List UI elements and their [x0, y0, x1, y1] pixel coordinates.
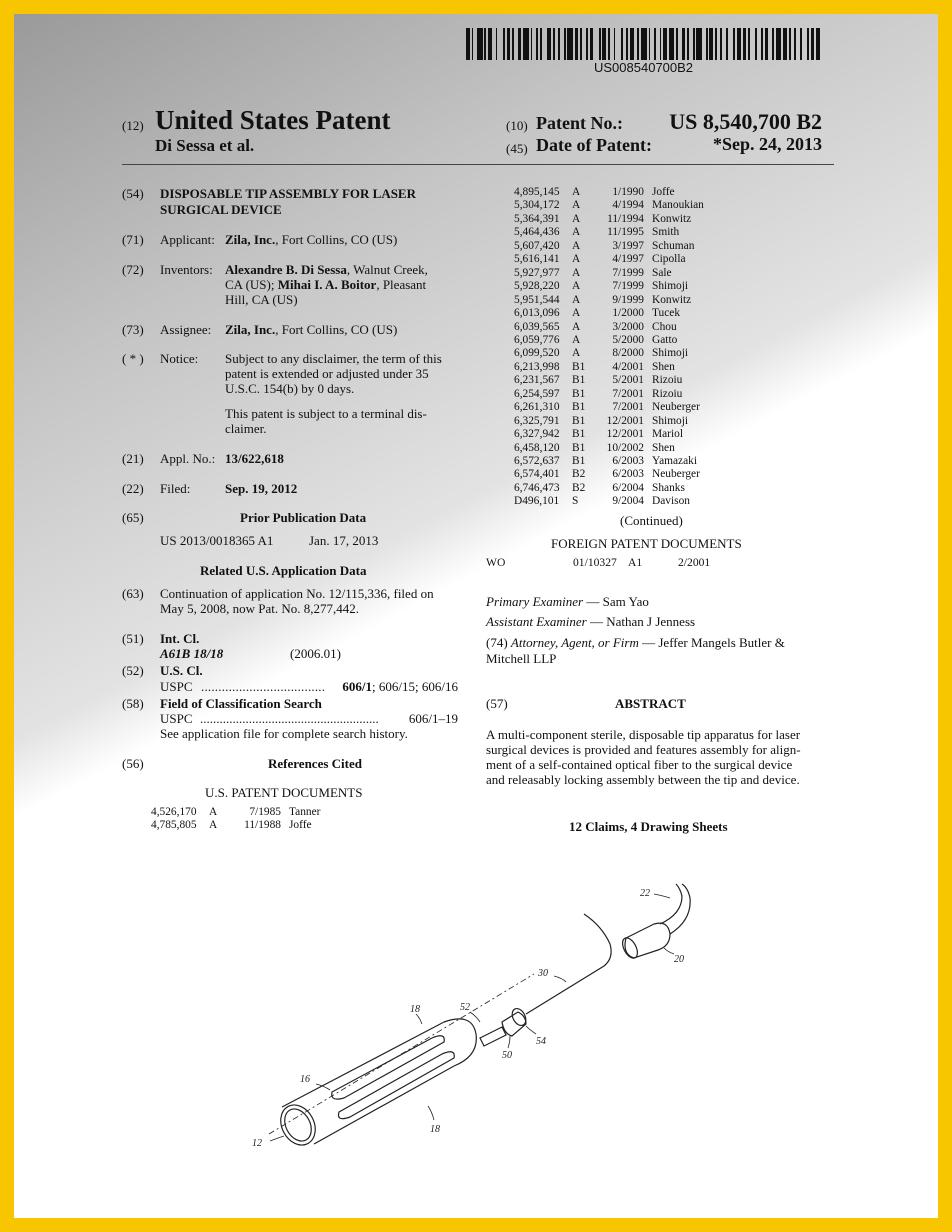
reference-name: Konwitz — [652, 293, 692, 306]
reference-name: Tucek — [652, 307, 681, 320]
reference-kind: A — [572, 253, 581, 266]
reference-kind: B1 — [572, 374, 586, 387]
reference-name: Manoukian — [652, 199, 704, 212]
reference-kind: A — [572, 186, 581, 198]
reference-kind: B1 — [572, 401, 586, 414]
reference-date: 12/2001 — [606, 414, 644, 427]
foreign-docs-heading: FOREIGN PATENT DOCUMENTS — [551, 536, 742, 551]
notice-line1: Subject to any disclaimer, the term of this — [225, 351, 442, 366]
field-note: See application file for complete search history. — [160, 726, 408, 741]
reference-name: Joffe — [289, 819, 312, 832]
primary-examiner: Primary Examiner — Sam Yao — [486, 594, 649, 609]
label-18-top: 18 — [410, 1004, 420, 1015]
reference-name: Neuberger — [652, 468, 700, 481]
reference-date: 9/1999 — [612, 293, 644, 306]
reference-date: 6/2003 — [612, 468, 644, 481]
barcode — [466, 28, 822, 60]
inventors-line1: Alexandre B. Di Sessa, Walnut Creek, — [225, 262, 428, 277]
appl-no: 13/622,618 — [225, 451, 284, 466]
reference-name: Davison — [652, 495, 690, 508]
reference-number: 6,574,401 — [514, 468, 560, 481]
reference-date: 11/1995 — [607, 226, 644, 239]
reference-number: 5,607,420 — [514, 239, 560, 252]
reference-name: Chou — [652, 320, 677, 333]
prior-pub-number: US 2013/0018365 A1 — [160, 533, 274, 548]
reference-kind: B1 — [572, 414, 586, 427]
code-63: (63) — [122, 586, 144, 601]
continuation-line2: May 5, 2008, now Pat. No. 8,277,442. — [160, 601, 359, 616]
code-45: (45) — [506, 141, 528, 156]
patent-no: US 8,540,700 B2 — [669, 109, 822, 134]
code-22: (22) — [122, 481, 144, 496]
reference-date: 3/1997 — [612, 239, 644, 252]
reference-date: 3/2000 — [612, 320, 644, 333]
reference-date: 9/2004 — [612, 495, 644, 508]
reference-date: 5/2000 — [612, 333, 644, 346]
notice-line3: U.S.C. 154(b) by 0 days. — [225, 381, 355, 396]
reference-name: Cipolla — [652, 253, 686, 266]
reference-number: 5,928,220 — [514, 280, 560, 293]
reference-kind: A — [572, 293, 581, 306]
prior-pub-heading: Prior Publication Data — [240, 510, 367, 525]
label-52: 52 — [460, 1002, 470, 1013]
reference-name: Neuberger — [652, 401, 700, 414]
device-drawing — [14, 854, 938, 1174]
int-cl-year: (2006.01) — [290, 646, 341, 661]
appl-label: Appl. No.: — [160, 451, 216, 466]
code-56: (56) — [122, 756, 144, 771]
foreign-number: 01/10327 — [573, 556, 617, 569]
barcode-number: US008540700B2 — [594, 60, 694, 75]
reference-name: Shanks — [652, 481, 685, 494]
reference-kind: B1 — [572, 455, 586, 467]
us-docs-heading: U.S. PATENT DOCUMENTS — [205, 785, 363, 800]
reference-kind: B2 — [572, 481, 586, 494]
reference-date: 12/2001 — [606, 428, 644, 441]
field-label: Field of Classification Search — [160, 696, 322, 711]
reference-date: 10/2002 — [606, 441, 644, 454]
reference-date: 6/2003 — [612, 455, 644, 467]
reference-kind: A — [572, 199, 581, 212]
code-57: (57) — [486, 696, 508, 711]
ferrule — [480, 1027, 506, 1046]
inventors-line2: CA (US); Mihai I. A. Boitor, Pleasant — [225, 277, 427, 292]
optical-fiber — [526, 914, 611, 1014]
connector-nut — [502, 1012, 526, 1036]
reference-kind: B1 — [572, 428, 586, 441]
reference-date: 4/1997 — [612, 253, 644, 266]
reference-number: 5,951,544 — [514, 293, 560, 306]
reference-number: 5,304,172 — [514, 199, 560, 212]
reference-name: Smith — [652, 226, 680, 239]
reference-number: 4,895,145 — [514, 186, 560, 198]
notice-line5: claimer. — [225, 421, 267, 436]
foreign-country: WO — [486, 556, 506, 569]
reference-number: 6,327,942 — [514, 428, 560, 441]
continuation-line1: Continuation of application No. 12/115,336, filed on — [160, 586, 434, 601]
reference-name: Shen — [652, 360, 675, 373]
code-21: (21) — [122, 451, 144, 466]
reference-kind: S — [572, 495, 579, 508]
reference-date: 1/1990 — [612, 186, 644, 198]
assignee-value: Zila, Inc., Fort Collins, CO (US) — [225, 322, 398, 337]
us-cl-value: 606/1; 606/15; 606/16 — [342, 679, 458, 694]
reference-name: Shimoji — [652, 414, 689, 427]
reference-number: 6,325,791 — [514, 414, 560, 427]
reference-name: Gatto — [652, 333, 678, 346]
reference-number: 4,526,170 — [151, 806, 197, 818]
reference-name: Tanner — [289, 806, 321, 818]
reference-kind: B1 — [572, 387, 586, 400]
header-rule — [122, 164, 834, 165]
applicant-value: Zila, Inc., Fort Collins, CO (US) — [225, 232, 398, 247]
reference-number: 6,013,096 — [514, 307, 560, 320]
reference-name: Mariol — [652, 428, 684, 441]
code-65: (65) — [122, 510, 144, 525]
label-54: 54 — [536, 1036, 546, 1047]
reference-date: 7/1985 — [249, 806, 281, 818]
reference-kind: A — [572, 307, 581, 320]
reference-number: 6,059,776 — [514, 333, 560, 346]
reference-kind: A — [572, 280, 581, 293]
tube-slot-lower — [338, 1052, 454, 1119]
code-72: (72) — [122, 262, 144, 277]
reference-number: 6,099,520 — [514, 347, 560, 360]
reference-number: 6,746,473 — [514, 481, 560, 494]
reference-date: 7/2001 — [612, 401, 644, 414]
reference-kind: A — [572, 226, 581, 239]
reference-name: Schuman — [652, 239, 695, 252]
us-cl-dots: .................................... — [201, 679, 326, 694]
reference-number: D496,101 — [514, 495, 560, 508]
code-58: (58) — [122, 696, 144, 711]
patent-date: *Sep. 24, 2013 — [712, 134, 822, 154]
foreign-date: 2/2001 — [678, 556, 711, 569]
foreign-kind: A1 — [628, 556, 643, 569]
label-18-bottom: 18 — [430, 1124, 440, 1135]
refs-heading: References Cited — [268, 756, 362, 771]
reference-date: 6/2004 — [612, 481, 644, 494]
reference-number: 6,213,998 — [514, 360, 560, 373]
code-52: (52) — [122, 663, 144, 678]
applicant-label: Applicant: — [160, 232, 215, 247]
reference-date: 11/1988 — [244, 819, 281, 832]
label-50: 50 — [502, 1050, 512, 1061]
claims-summary: 12 Claims, 4 Drawing Sheets — [569, 819, 728, 834]
invention-title-line2: SURGICAL DEVICE — [160, 202, 282, 217]
reference-kind: B2 — [572, 468, 586, 481]
tube-slot-upper — [332, 1036, 445, 1099]
patent-page — [14, 14, 938, 1218]
reference-kind: A — [572, 333, 581, 346]
reference-number: 5,616,141 — [514, 253, 560, 266]
reference-number: 5,364,391 — [514, 212, 560, 225]
filed-label: Filed: — [160, 481, 191, 496]
reference-number: 4,785,805 — [151, 819, 197, 832]
reference-name: Yamazaki — [652, 455, 698, 467]
reference-kind: B1 — [572, 441, 586, 454]
reference-number: 6,231,567 — [514, 374, 560, 387]
notice-line2: patent is extended or adjusted under 35 — [225, 366, 429, 381]
reference-kind: A — [572, 320, 581, 333]
reference-number: 5,927,977 — [514, 266, 560, 279]
reference-number: 6,572,637 — [514, 455, 560, 467]
reference-date: 7/2001 — [612, 387, 644, 400]
prior-pub-date: Jan. 17, 2013 — [309, 533, 379, 548]
us-cl-uspc: USPC — [160, 679, 193, 694]
related-heading: Related U.S. Application Data — [200, 563, 367, 578]
reference-kind: A — [572, 266, 581, 279]
reference-number: 6,458,120 — [514, 441, 560, 454]
reference-number: 5,464,436 — [514, 226, 560, 239]
authors: Di Sessa et al. — [155, 136, 255, 155]
reference-kind: A — [572, 239, 581, 252]
code-51: (51) — [122, 631, 144, 646]
label-12: 12 — [252, 1138, 262, 1149]
reference-date: 4/1994 — [612, 199, 644, 212]
reference-kind: B1 — [572, 360, 586, 373]
assistant-examiner: Assistant Examiner — Nathan J Jenness — [486, 614, 696, 629]
reference-date: 4/2001 — [612, 360, 644, 373]
reference-number: 6,254,597 — [514, 387, 560, 400]
reference-number: 6,261,310 — [514, 401, 560, 414]
abstract-line2: surgical devices is provided and features assembly for align- — [486, 742, 801, 757]
label-16: 16 — [300, 1074, 310, 1085]
field-dots: ....................................................... — [200, 711, 379, 726]
field-uspc: USPC — [160, 711, 193, 726]
reference-date: 7/1999 — [612, 280, 644, 293]
reference-kind: A — [209, 806, 218, 818]
abstract-line3: ment of a self-contained optical fiber to the surgical device — [486, 757, 793, 772]
reference-date: 8/2000 — [612, 347, 644, 360]
attorney-line2: Mitchell LLP — [486, 651, 557, 666]
tip-bend — [660, 884, 690, 934]
reference-date: 5/2001 — [612, 374, 644, 387]
us-cl-label: U.S. Cl. — [160, 663, 203, 678]
reference-date: 1/2000 — [612, 307, 644, 320]
code-10: (10) — [506, 118, 528, 133]
code-12: (12) — [122, 118, 144, 133]
reference-name: Rizoiu — [652, 387, 683, 400]
abstract-heading: ABSTRACT — [615, 696, 686, 711]
reference-name: Shen — [652, 441, 675, 454]
inventors-label: Inventors: — [160, 262, 213, 277]
code-notice: ( * ) — [122, 351, 144, 366]
int-cl-class: A61B 18/18 — [160, 646, 224, 661]
reference-kind: A — [209, 819, 218, 832]
patent-type-title: United States Patent — [155, 105, 391, 135]
assignee-label: Assignee: — [160, 322, 212, 337]
reference-name: Rizoiu — [652, 374, 683, 387]
int-cl-label: Int. Cl. — [160, 631, 200, 646]
reference-name: Sale — [652, 266, 672, 279]
continued-note: (Continued) — [620, 513, 683, 528]
attorney-line1: (74) Attorney, Agent, or Firm — Jeffer Mangels Butler & — [486, 635, 785, 650]
reference-number: 6,039,565 — [514, 320, 560, 333]
code-73: (73) — [122, 322, 144, 337]
reference-name: Shimoji — [652, 347, 689, 360]
code-54: (54) — [122, 186, 144, 201]
reference-kind: A — [572, 347, 581, 360]
notice-label: Notice: — [160, 351, 199, 366]
reference-date: 11/1994 — [607, 212, 644, 225]
abstract-line4: and releasably locking assembly between the tip and device. — [486, 772, 800, 787]
code-71: (71) — [122, 232, 144, 247]
abstract-line1: A multi-component sterile, disposable tip apparatus for laser — [486, 727, 801, 742]
inventors-line3: Hill, CA (US) — [225, 292, 298, 307]
reference-name: Konwitz — [652, 212, 692, 225]
label-30: 30 — [538, 968, 548, 979]
label-22: 22 — [640, 888, 650, 899]
field-value: 606/1–19 — [408, 711, 458, 726]
invention-title-line1: DISPOSABLE TIP ASSEMBLY FOR LASER — [160, 186, 416, 201]
notice-line4: This patent is subject to a terminal dis- — [225, 406, 427, 421]
reference-date: 7/1999 — [612, 266, 644, 279]
label-20: 20 — [674, 954, 684, 965]
filed-date: Sep. 19, 2012 — [225, 481, 298, 496]
reference-kind: A — [572, 212, 581, 225]
reference-name: Joffe — [652, 186, 675, 198]
date-label: Date of Patent: — [536, 135, 652, 155]
patent-no-label: Patent No.: — [536, 113, 623, 133]
reference-name: Shimoji — [652, 280, 689, 293]
